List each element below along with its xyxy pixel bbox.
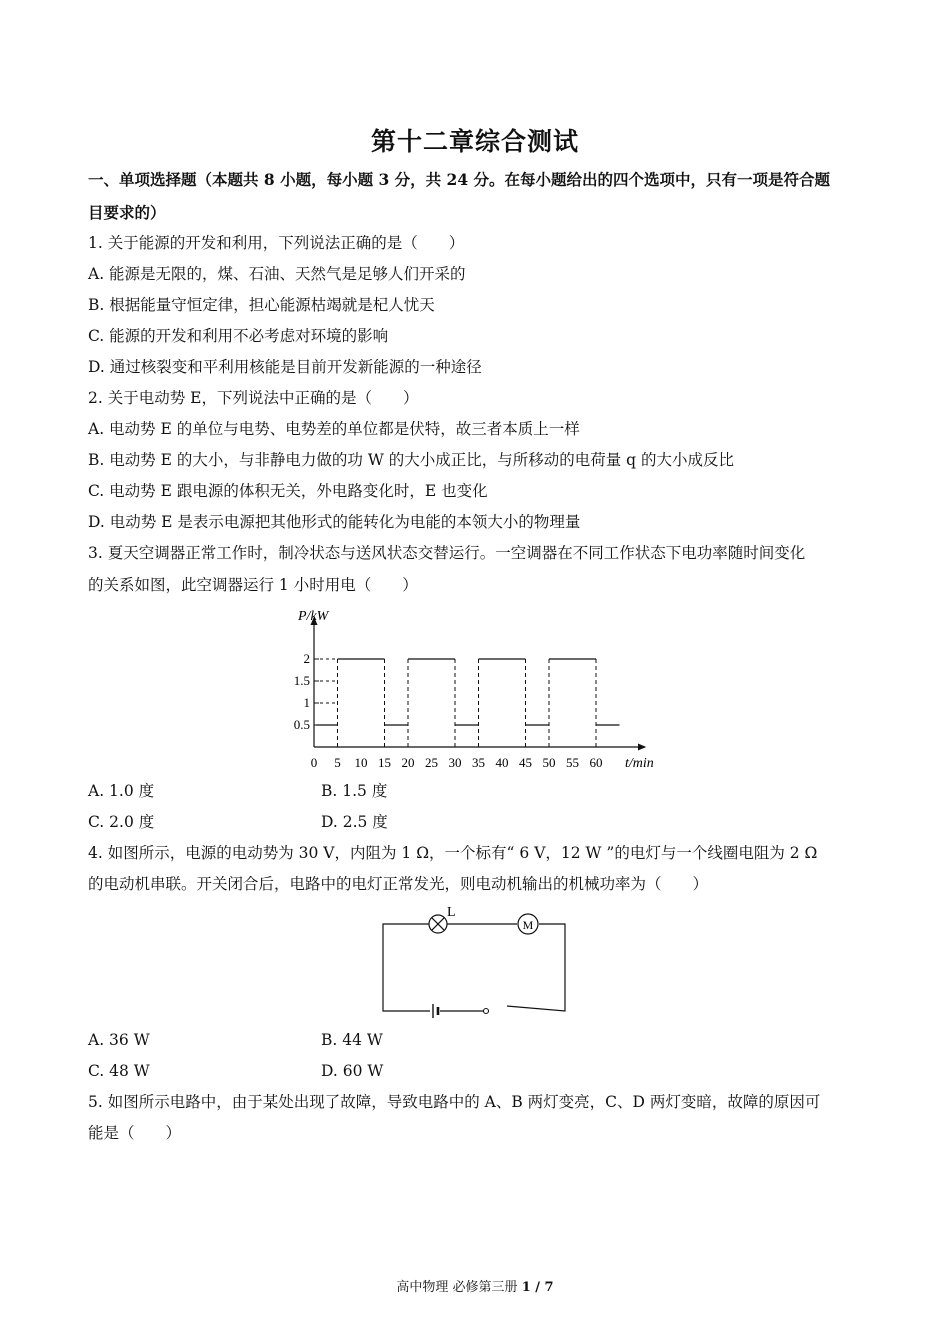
section-heading: 一、单项选择题（本题共 8 小题，每小题 3 分，共 24 分。在每小题给出的四个选项中，只有一项是符合题 (88, 170, 831, 189)
x-tick-label: 45 (519, 755, 532, 770)
q1-option-a: A. 能源是无限的，煤、石油、天然气是足够人们开采的 (88, 265, 466, 283)
x-tick-label: 55 (566, 755, 579, 770)
x-tick-label: 0 (310, 755, 318, 770)
y-tick-label: 1.5 (293, 673, 310, 688)
q1-option-b: B. 根据能量守恒定律，担心能源枯竭就是杞人忧天 (88, 296, 435, 314)
x-tick-label: 60 (589, 755, 603, 770)
q4-option-c: C. 48 W (88, 1062, 150, 1080)
q1-stem: 1. 关于能源的开发和利用，下列说法正确的是（ ） (88, 234, 465, 252)
q2-option-a: A. 电动势 E 的单位与电势、电势差的单位都是伏特，故三者本质上一样 (88, 420, 580, 438)
power-time-chart (280, 600, 670, 780)
q3-stem: 3. 夏天空调器正常工作时，制冷状态与送风状态交替运行。一空调器在不同工作状态下电功率随时间变化 (88, 544, 806, 562)
lamp-label: L (447, 905, 456, 920)
q5-stem: 5. 如图所示电路中，由于某处出现了故障，导致电路中的 A、B 两灯变亮，C、D 两灯变暗，故障的原因可 (88, 1093, 821, 1111)
x-tick-label: 15 (378, 755, 391, 770)
motor-label: M (522, 918, 534, 932)
section-heading-cont: 目要求的） (88, 203, 166, 222)
q3-option-b: B. 1.5 度 (321, 782, 388, 800)
q4-option-d: D. 60 W (321, 1062, 384, 1080)
switch-icon (484, 1006, 508, 1014)
q2-option-b: B. 电动势 E 的大小，与非静电力做的功 W 的大小成正比，与所移动的电荷量 q 的大小成反比 (88, 451, 734, 469)
y-axis-label: P/kW (298, 609, 329, 624)
circuit-diagram (375, 900, 575, 1020)
q2-option-c: C. 电动势 E 跟电源的体积无关，外电路变化时，E 也变化 (88, 482, 488, 500)
page-title: 第十二章综合测试 (370, 127, 579, 156)
q1-option-c: C. 能源的开发和利用不必考虑对环境的影响 (88, 327, 389, 345)
y-tick-label: 2 (303, 651, 310, 666)
y-tick-label: 0.5 (293, 717, 310, 732)
q2-stem: 2. 关于电动势 E，下列说法中正确的是（ ） (88, 389, 419, 407)
q3-option-d: D. 2.5 度 (321, 813, 388, 831)
y-tick-label: 1 (303, 695, 310, 710)
q4-option-a: A. 36 W (88, 1031, 150, 1049)
x-axis-label: t/min (625, 756, 654, 771)
page-number: 1 / 7 (521, 1280, 554, 1295)
q2-option-d: D. 电动势 E 是表示电源把其他形式的能转化为电能的本领大小的物理量 (88, 513, 581, 531)
x-tick-label: 35 (472, 755, 485, 770)
q3-stem-cont: 的关系如图，此空调器运行 1 小时用电（ ） (88, 576, 418, 594)
x-tick-label: 20 (401, 755, 415, 770)
x-tick-label: 25 (425, 755, 438, 770)
battery-icon (433, 1004, 438, 1018)
q4-stem-cont: 的电动机串联。开关闭合后，电路中的电灯正常发光，则电动机输出的机械功率为（ ） (88, 875, 709, 893)
page-footer (0, 1276, 950, 1295)
x-tick-label: 30 (448, 755, 462, 770)
q3-option-c: C. 2.0 度 (88, 813, 155, 831)
q5-stem-cont: 能是（ ） (88, 1124, 182, 1142)
lamp-icon (429, 915, 447, 933)
circuit-wire (383, 924, 565, 1011)
q3-option-a: A. 1.0 度 (88, 782, 155, 800)
footer-text: 高中物理 必修第三册 (396, 1280, 522, 1295)
q4-stem: 4. 如图所示，电源的电动势为 30 V，内阻为 1 Ω，一个标有“ 6 V，12 W ”的电灯与一个线圈电阻为 2 Ω (88, 844, 818, 862)
q4-option-b: B. 44 W (321, 1031, 383, 1049)
x-tick-label: 5 (334, 755, 341, 770)
x-tick-label: 10 (354, 755, 368, 770)
x-tick-label: 50 (542, 755, 556, 770)
x-tick-label: 40 (495, 755, 509, 770)
q1-option-d: D. 通过核裂变和平利用核能是目前开发新能源的一种途径 (88, 358, 482, 376)
